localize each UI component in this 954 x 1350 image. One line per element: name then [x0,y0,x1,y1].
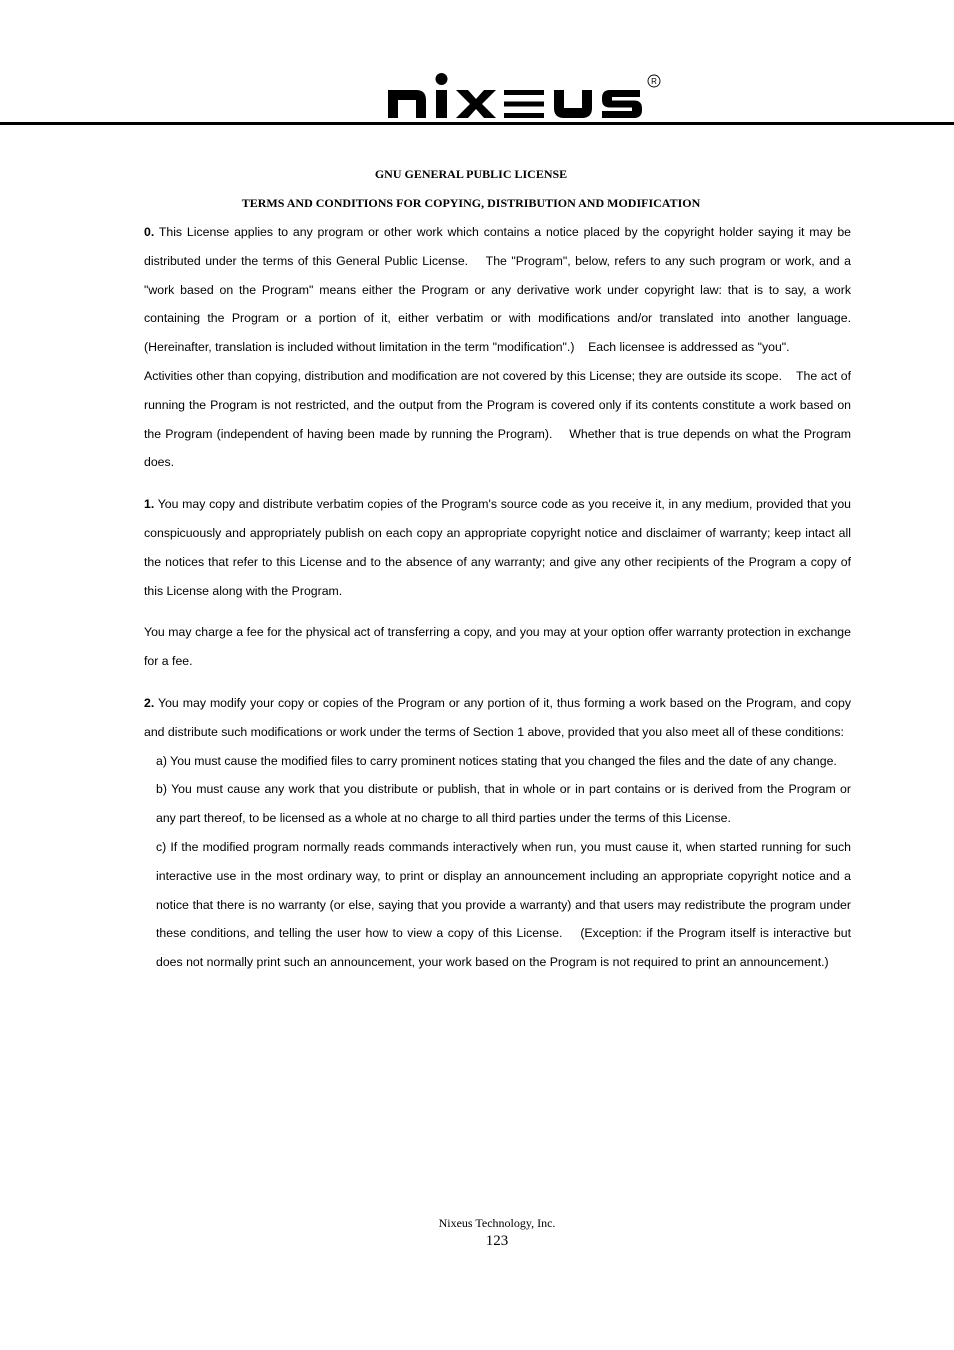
nixeus-logo-graphic [386,70,662,122]
document-subtitle: TERMS AND CONDITIONS FOR COPYING, DISTRIBUTION AND MODIFICATION [241,196,701,210]
section-0-paragraph [144,218,851,362]
brand-logo [386,70,662,122]
section-number: 0. [144,225,155,239]
header-divider [0,122,954,125]
svg-text:R: R [651,77,657,86]
section-0-scope-paragraph: Activities other than copying, distribution and modification are not covered by this License; they are outside its scope. The act of running the Program is not restricted, and the output from the Program is covered only if its contents constitute a work based on the Program (independent of having been made by running the Program). Whether that is true depends on what the Program does. [144,368,851,470]
section-1-fee-paragraph: You may charge a fee for the physical act of transferring a copy, and you may at your option offer warranty protection in exchange for a fee. [144,625,851,669]
page-number: 123 [485,1233,509,1249]
section-1-paragraph [144,490,851,605]
condition-a: a) You must cause the modified files to carry prominent notices stating that you changed the files and the date of any change. [156,753,837,768]
document-title: GNU GENERAL PUBLIC LICENSE [374,167,568,181]
paragraph-text: You may modify your copy or copies of the Program or any portion of it, thus forming a work based on the Program, and copy and distribute such modifications or work under the terms of Section 1 above, provided that you also meet all of these conditions: [144,695,851,739]
condition-c: c) If the modified program normally reads commands interactively when run, you must cause it, when started running for such interactive use in the most ordinary way, to print or display an announcement including an appropriate copyright notice and a notice that there is no warranty (or else, saying that you provide a warranty) and that users may redistribute the program under these conditions, and telling the user how to view a copy of this License. (Exception: if the Program itself is interactive but does not normally print such an announcement, your work based on the Program is not required to print an announcement.) [156,839,851,970]
condition-b: b) You must cause any work that you distribute or publish, that in whole or in part contains or is derived from the Program or any part thereof, to be licensed as a whole at no charge to all third parties under the terms of this License. [156,782,851,826]
section-number: 2. [144,695,155,710]
license-body [144,218,851,977]
section-number: 1. [144,497,155,512]
paragraph-text: This License applies to any program or other work which contains a notice placed by the copyright holder saying it may be distributed under the terms of this General Public License. The "Program", below, refers to any such program or work, and a "work based on the Program" means either the Program or any derivative work under copyright law: that is to say, a work containing the Program or a portion of it, either verbatim or with modifications and/or translated into another language. (Hereinafter, translation is included without limitation in the term "modification".) Each licensee is addressed as "you". [144,225,851,355]
footer-company: Nixeus Technology, Inc. [438,1216,556,1230]
paragraph-text: You may copy and distribute verbatim copies of the Program's source code as you receive it, in any medium, provided that you conspicuously and appropriately publish on each copy an appropriate copyright notice and disclaimer of warranty; keep intact all the notices that refer to this License and to the absence of any warranty; and give any other recipients of the Program a copy of this License along with the Program. [144,497,851,598]
section-2-paragraph [144,689,851,747]
